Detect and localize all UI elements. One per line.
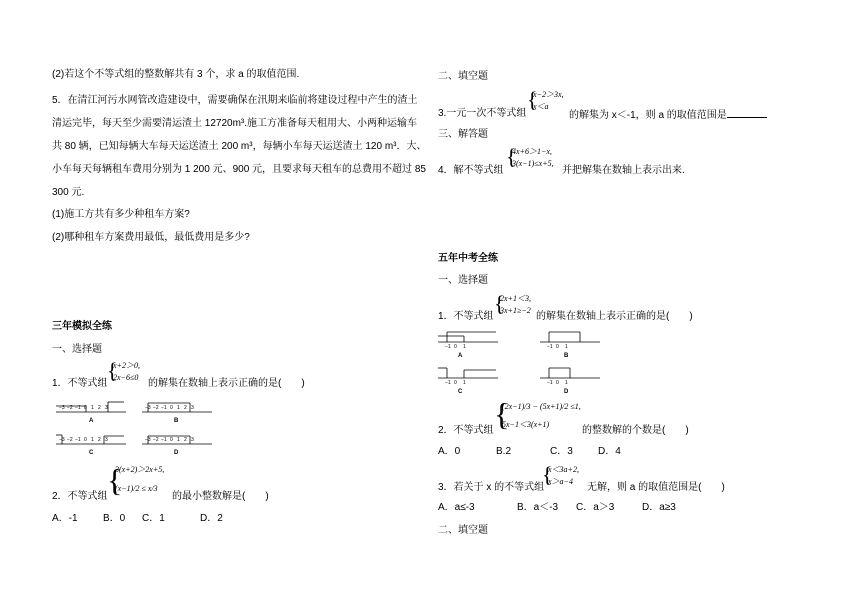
tick-labels: [145, 405, 194, 411]
item1-tail: 的解集在数轴上表示正确的是( ): [148, 378, 305, 389]
item1-option-b-numberline: [142, 398, 212, 424]
svg-text:1: 1: [91, 405, 94, 411]
section-title-5yr: 五年中考全练: [438, 253, 498, 264]
sys-line: x−2＞3x,: [533, 90, 564, 99]
item2-tail: 的最小整数解是( ): [172, 491, 269, 502]
subsection-choice: 一、选择题: [52, 344, 102, 355]
problem-5-line: 小车每天每辆租车费用分别为 1 200 元、900 元，且要求每天租车的总费用不超过 85: [52, 164, 426, 175]
svg-text:1: 1: [565, 380, 568, 386]
svg-text:−1: −1: [547, 344, 553, 350]
svg-text:0: 0: [84, 437, 87, 443]
c1-option-b-numberline: [540, 326, 600, 360]
svg-text:1: 1: [463, 380, 466, 386]
item2-option: B．0: [103, 513, 126, 524]
tick-labels: [547, 380, 568, 386]
c2-option: D．4: [598, 446, 621, 457]
c3-option: A．a≤-3: [438, 502, 475, 513]
tick-labels: [445, 344, 466, 350]
svg-text:−1: −1: [445, 344, 451, 350]
c2-tail: 的整数解的个数是( ): [582, 425, 689, 436]
svg-text:−2: −2: [153, 405, 159, 411]
svg-text:0: 0: [454, 380, 457, 386]
subquestion-1: (1)施工方共有多少种租车方案?: [52, 209, 190, 220]
section-title-3yr: 三年模拟全练: [52, 321, 112, 332]
option-label: A: [89, 418, 94, 424]
c1-option-c-numberline: [438, 362, 498, 396]
c3-system: [542, 464, 592, 488]
svg-text:−3: −3: [145, 405, 151, 411]
tick-labels: [59, 437, 108, 443]
svg-text:−1: −1: [445, 380, 451, 386]
item3-stem: 3.一元一次不等式组: [438, 108, 527, 119]
svg-text:3: 3: [191, 437, 194, 443]
item3-tail: [569, 108, 767, 122]
svg-text:1: 1: [565, 344, 568, 350]
problem-5-line: 300 元.: [52, 187, 85, 198]
option-label: D: [174, 450, 179, 456]
tick-labels: [547, 344, 568, 350]
sys-line: 2x+1＜3,: [500, 294, 531, 303]
subquestion-2: (2)哪种租车方案费用最低，最低费用是多少?: [52, 232, 250, 243]
svg-text:0: 0: [454, 344, 457, 350]
svg-text:−1: −1: [161, 405, 167, 411]
svg-text:3: 3: [105, 405, 108, 411]
svg-text:−3: −3: [59, 437, 65, 443]
tick-labels: [145, 437, 194, 443]
svg-text:−2: −2: [153, 437, 159, 443]
item3-tail-text: 的解集为 x＜-1，则 a 的取值范围是: [569, 110, 727, 121]
svg-text:2: 2: [184, 437, 187, 443]
c3-option: D．a≥3: [642, 502, 676, 513]
item2-system: [107, 464, 177, 500]
subsection-answer: 三、解答题: [438, 129, 488, 140]
c3-tail: 无解，则 a 的取值范围是( ): [587, 482, 725, 493]
item2-option: A．-1: [52, 513, 78, 524]
brace-glyph: {: [506, 144, 517, 169]
item2-stem: 2．不等式组: [52, 491, 108, 502]
tick-labels: [59, 405, 108, 411]
item4-system: [506, 146, 566, 170]
item1-option-d-numberline: [142, 430, 212, 456]
svg-text:0: 0: [556, 380, 559, 386]
svg-text:0: 0: [170, 405, 173, 411]
c1-stem: 1．不等式组: [438, 311, 494, 322]
item2-option: D．2: [200, 513, 223, 524]
option-label: B: [564, 353, 569, 359]
svg-text:0: 0: [556, 344, 559, 350]
c2-stem: 2．不等式组: [438, 425, 494, 436]
c1-tail: 的解集在数轴上表示正确的是( ): [536, 311, 693, 322]
sys-line: x＜3a+2,: [548, 465, 579, 474]
c2-option: B.2: [496, 446, 512, 457]
c3-stem: 3．若关于 x 的不等式组: [438, 482, 545, 493]
svg-text:3: 3: [105, 437, 108, 443]
sys-line: 3(x−1)≤x+5,: [512, 159, 554, 168]
sys-line: x＜a: [533, 102, 549, 111]
option-label: C: [458, 389, 463, 395]
brace-glyph: {: [494, 291, 505, 316]
subsection-fill: 二、填空题: [438, 71, 488, 82]
svg-text:0: 0: [170, 437, 173, 443]
sys-line: 4x+6＞1−x,: [512, 147, 552, 156]
option-label: B: [174, 418, 179, 424]
problem-5-line: 5．在清江河污水网管改造建设中，需要确保在汛期来临前将建设过程中产生的渣土: [52, 95, 418, 106]
c2-system: [494, 398, 584, 434]
sys-line: 2x−6≤0: [113, 373, 139, 382]
option-label: D: [564, 389, 569, 395]
svg-text:−2: −2: [67, 437, 73, 443]
svg-text:0: 0: [84, 405, 87, 411]
svg-text:1: 1: [91, 437, 94, 443]
item1-option-c-numberline: [56, 430, 126, 456]
sys-line: x＞a−4: [548, 477, 573, 486]
subsection-choice: 一、选择题: [438, 275, 488, 286]
svg-text:1: 1: [177, 405, 180, 411]
brace-glyph: {: [527, 87, 538, 112]
sys-line: (x−1)/2 ≤ x/3: [115, 484, 158, 493]
svg-text:1: 1: [177, 437, 180, 443]
c1-option-a-numberline: [438, 326, 498, 360]
item1-option-a-numberline: [56, 398, 126, 424]
answer-blank[interactable]: [727, 108, 767, 118]
subsection-fill: 二、填空题: [438, 525, 488, 536]
tick-labels: [445, 380, 466, 386]
svg-text:2: 2: [184, 405, 187, 411]
svg-text:−1: −1: [75, 437, 81, 443]
svg-text:2: 2: [98, 437, 101, 443]
c3-option: B．a＜-3: [517, 502, 559, 513]
c1-option-d-numberline: [540, 362, 600, 396]
svg-text:−3: −3: [59, 405, 65, 411]
svg-text:3: 3: [191, 405, 194, 411]
svg-text:1: 1: [463, 344, 466, 350]
problem-5-line: 共 80 辆，已知每辆大车每天运送渣土 200 m³，每辆小车每天运送渣土 120 m³．大、: [52, 141, 427, 152]
svg-text:−3: −3: [145, 437, 151, 443]
brace-glyph: {: [542, 462, 553, 487]
option-label: C: [89, 450, 94, 456]
svg-text:−1: −1: [161, 437, 167, 443]
c2-option: C．3: [550, 446, 573, 457]
item4-tail: 并把解集在数轴上表示出来.: [562, 165, 685, 176]
sys-line: 5x−1＜3(x+1): [502, 420, 550, 429]
sys-line: 3x+1≥−2: [500, 306, 531, 315]
question-2-part: (2)若这个不等式组的整数解共有 3 个，求 a 的取值范围.: [52, 69, 300, 80]
svg-text:−1: −1: [75, 405, 81, 411]
sys-line: 3(x+2)＞2x+5,: [115, 465, 165, 474]
sys-line: x+2＞0,: [113, 361, 140, 370]
c2-option: A．0: [438, 446, 461, 457]
item1-stem: 1．不等式组: [52, 378, 108, 389]
sys-line: (2x−1)/3 − (5x+1)/2 ≤1,: [502, 402, 581, 411]
brace-glyph: {: [107, 462, 123, 498]
problem-5-line: 清运完毕，每天至少需要清运渣土 12720m³.施工方准备每天租用大、小两种运输车: [52, 118, 418, 129]
c3-option: C．a＞3: [576, 502, 615, 513]
item2-option: C．1: [142, 513, 165, 524]
svg-text:2: 2: [98, 405, 101, 411]
svg-text:−1: −1: [547, 380, 553, 386]
brace-glyph: {: [494, 396, 510, 432]
brace-glyph: {: [107, 358, 118, 383]
item4-stem: 4．解不等式组: [438, 165, 504, 176]
option-label: A: [458, 353, 463, 359]
svg-text:−2: −2: [67, 405, 73, 411]
